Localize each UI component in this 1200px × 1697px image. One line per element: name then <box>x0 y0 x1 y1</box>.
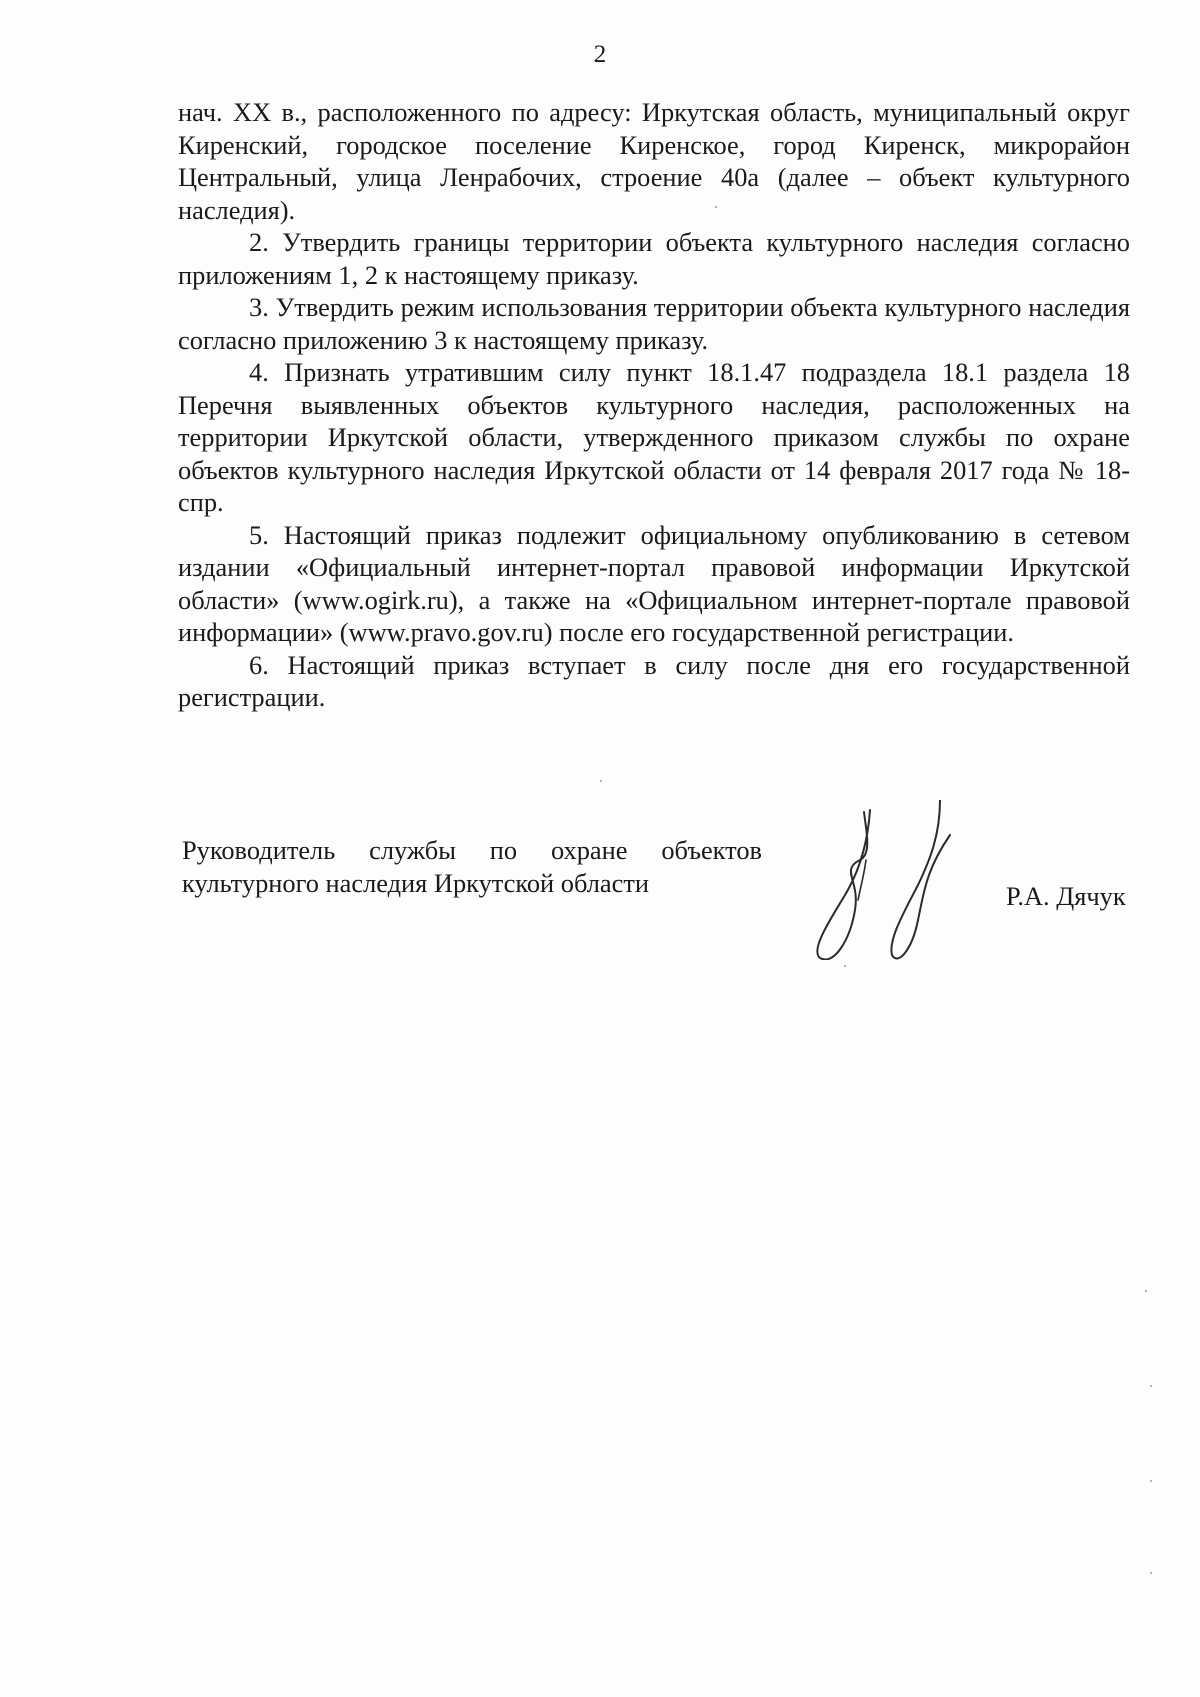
signatory-position-line-2: культурного наследия Иркутской области <box>182 867 649 898</box>
scan-speck <box>1150 1572 1152 1574</box>
page-number: 2 <box>593 41 607 68</box>
paragraph-continuation: нач. XX в., расположенного по адресу: Иркутская область, муниципальный округ Киренский, городское поселение Киренское, город Киренск, микрорайон Центральный, улица Ленрабочих, строение 40а (далее – объект культурного наследия). <box>178 97 1130 225</box>
signatory-position-line-1: Руководитель службы по охране объектов <box>182 835 762 865</box>
scan-speck <box>1150 1385 1152 1387</box>
paragraph-item-6: 6. Настоящий приказ вступает в силу после дня его государственной регистрации. <box>178 649 1130 712</box>
scan-speck <box>715 206 717 208</box>
scan-speck <box>600 780 602 782</box>
paragraph-item-5: 5. Настоящий приказ подлежит официальному опубликованию в сетевом издании «Официальный интернет-портал правовой информации Иркутской области» (www.ogirk.ru), а также на «Официальном интернет-портале правовой информации» (www.pravo.gov.ru) после его государственной регистрации. <box>178 519 1130 647</box>
signer-name: Р.А. Дячук <box>1006 881 1126 911</box>
scan-speck <box>844 965 846 967</box>
paragraph-item-3: 3. Утвердить режим использования территории объекта культурного наследия согласно приложению 3 к настоящему приказу. <box>178 292 1130 355</box>
order-body <box>178 96 1130 714</box>
paragraph-item-2: 2. Утвердить границы территории объекта культурного наследия согласно приложениям 1, 2 к настоящему приказу. <box>178 227 1130 290</box>
paragraph-item-4: 4. Признать утратившим силу пункт 18.1.47 подраздела 18.1 раздела 18 Перечня выявленных объектов культурного наследия, расположенных на территории Иркутской области, утвержденного приказом службы по охране объектов культурного наследия Иркутской области от 14 февраля 2017 года № 18-спр. <box>178 357 1130 517</box>
scan-speck <box>1145 1290 1147 1292</box>
signatory-position <box>182 834 762 899</box>
handwritten-signature <box>800 800 990 960</box>
scan-speck <box>1150 1480 1152 1482</box>
